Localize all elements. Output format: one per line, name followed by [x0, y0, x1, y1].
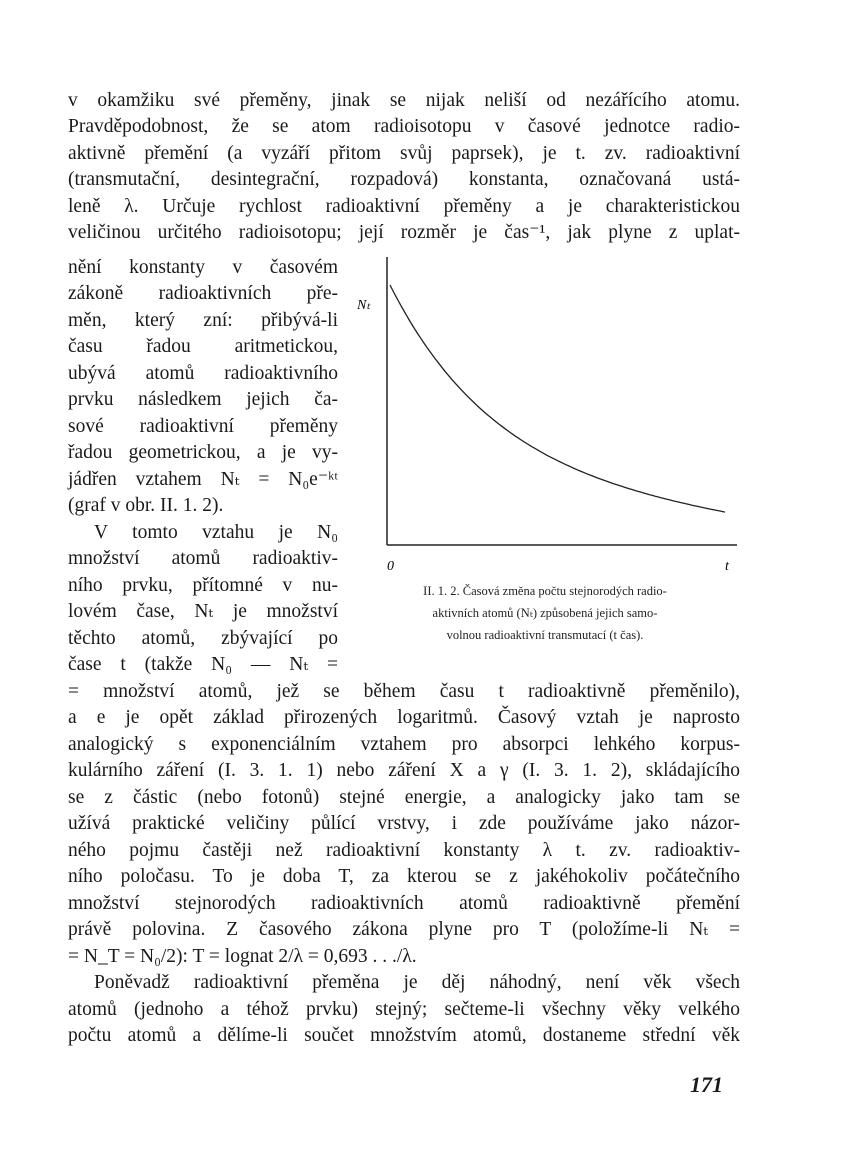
text-line-19: atomů (jednoho a téhož prvku) stejný; sečteme-li všechny věky velkého: [68, 999, 740, 1020]
text-line-13: ného pojmu častěji než radioaktivní konstanty λ t. zv. radioaktiv-: [68, 840, 740, 861]
column-line-7: sové radioaktivní přeměny: [68, 416, 338, 437]
column-line-15: těchto atomů, zbývající po: [68, 628, 338, 649]
column-line-14: lovém čase, Nₜ je množství: [68, 601, 338, 622]
text-line-6: veličinou určitého radioisotopu; její rozměr je čas⁻¹, jak plyne z uplat-: [68, 222, 740, 243]
figure-caption-1: II. 1. 2. Časová změna počtu stejnorodých radio-: [423, 584, 667, 598]
text-line-14: ního poločasu. To je doba T, za kterou se z jakéhokoliv počátečního: [68, 866, 740, 887]
column-line-9: jádřen vztahem Nₜ = N₀e⁻ᵏᵗ: [68, 469, 338, 490]
text-line-2: Pravděpodobnost, že se atom radioisotopu v časové jednotce radio-: [68, 116, 740, 137]
column-line-5: ubývá atomů radioaktivního: [68, 363, 338, 384]
decay-curve: [390, 285, 725, 512]
text-line-20: počtu atomů a dělíme-li součet množstvím atomů, dostaneme střední věk: [68, 1025, 740, 1046]
text-line-5: leně λ. Určuje rychlost radioaktivní přeměny a je charakteristickou: [68, 196, 740, 217]
column-line-16: čase t (takže N₀ — Nₜ =: [68, 654, 338, 675]
text-line-15: množství stejnorodých radioaktivních atomů radioaktivně přemění: [68, 893, 740, 914]
decay-graph: [345, 255, 745, 575]
text-line-17: = N_T = N₀/2): T = lognat 2/λ = 0,693 . . ./λ.: [68, 946, 417, 967]
x-axis-label: t: [725, 559, 729, 574]
text-line-10: kulárního záření (I. 3. 1. 1) nebo záření X a γ (I. 3. 1. 2), skládajícího: [68, 760, 740, 781]
column-line-11: V tomto vztahu je N₀: [94, 522, 338, 543]
column-line-3: měn, který zní: přibývá-li: [68, 310, 338, 331]
origin-label: 0: [387, 559, 394, 574]
page-number: 171: [690, 1072, 723, 1097]
y-axis-label: Nₜ: [357, 298, 371, 313]
figure-caption-2: aktivních atomů (Nₜ) způsobená jejich samo-: [432, 606, 658, 620]
figure-caption-3: volnou radioaktivní transmutací (t čas).: [446, 628, 644, 642]
text-line-8: a e je opět základ přirozených logaritmů. Časový vztah je naprosto: [68, 707, 740, 728]
column-line-4: času řadou aritmetickou,: [68, 336, 338, 357]
text-line-7: = množství atomů, jež se během času t radioaktivně přeměnilo),: [68, 681, 740, 702]
column-line-1: nění konstanty v časovém: [68, 257, 338, 278]
column-line-13: ního prvku, přítomné v nu-: [68, 575, 338, 596]
text-line-4: (transmutační, desintegrační, rozpadová) konstanta, označovaná ustá-: [68, 169, 740, 190]
text-line-3: aktivně přemění (a vyzáří přitom svůj paprsek), je t. zv. radioaktivní: [68, 143, 740, 164]
text-line-16: právě polovina. Z časového zákona plyne pro T (položíme-li Nₜ =: [68, 919, 740, 940]
column-line-6: prvku následkem jejich ča-: [68, 389, 338, 410]
text-line-18: Poněvadž radioaktivní přeměna je děj náhodný, není věk všech: [94, 972, 740, 993]
text-line-1: v okamžiku své přeměny, jinak se nijak neliší od nezářícího atomu.: [68, 90, 740, 111]
text-line-11: se z částic (nebo fotonů) stejné energie, a analogicky jako tam se: [68, 787, 740, 808]
text-line-9: analogický s exponenciálním vztahem pro absorpci lehkého korpus-: [68, 734, 740, 755]
column-line-2: zákoně radioaktivních pře-: [68, 283, 338, 304]
column-line-12: množství atomů radioaktiv-: [68, 548, 338, 569]
column-line-10: (graf v obr. II. 1. 2).: [68, 495, 224, 516]
column-line-8: řadou geometrickou, a je vy-: [68, 442, 338, 463]
text-line-12: užívá praktické veličiny půlící vrstvy, i zde používáme jako názor-: [68, 813, 740, 834]
